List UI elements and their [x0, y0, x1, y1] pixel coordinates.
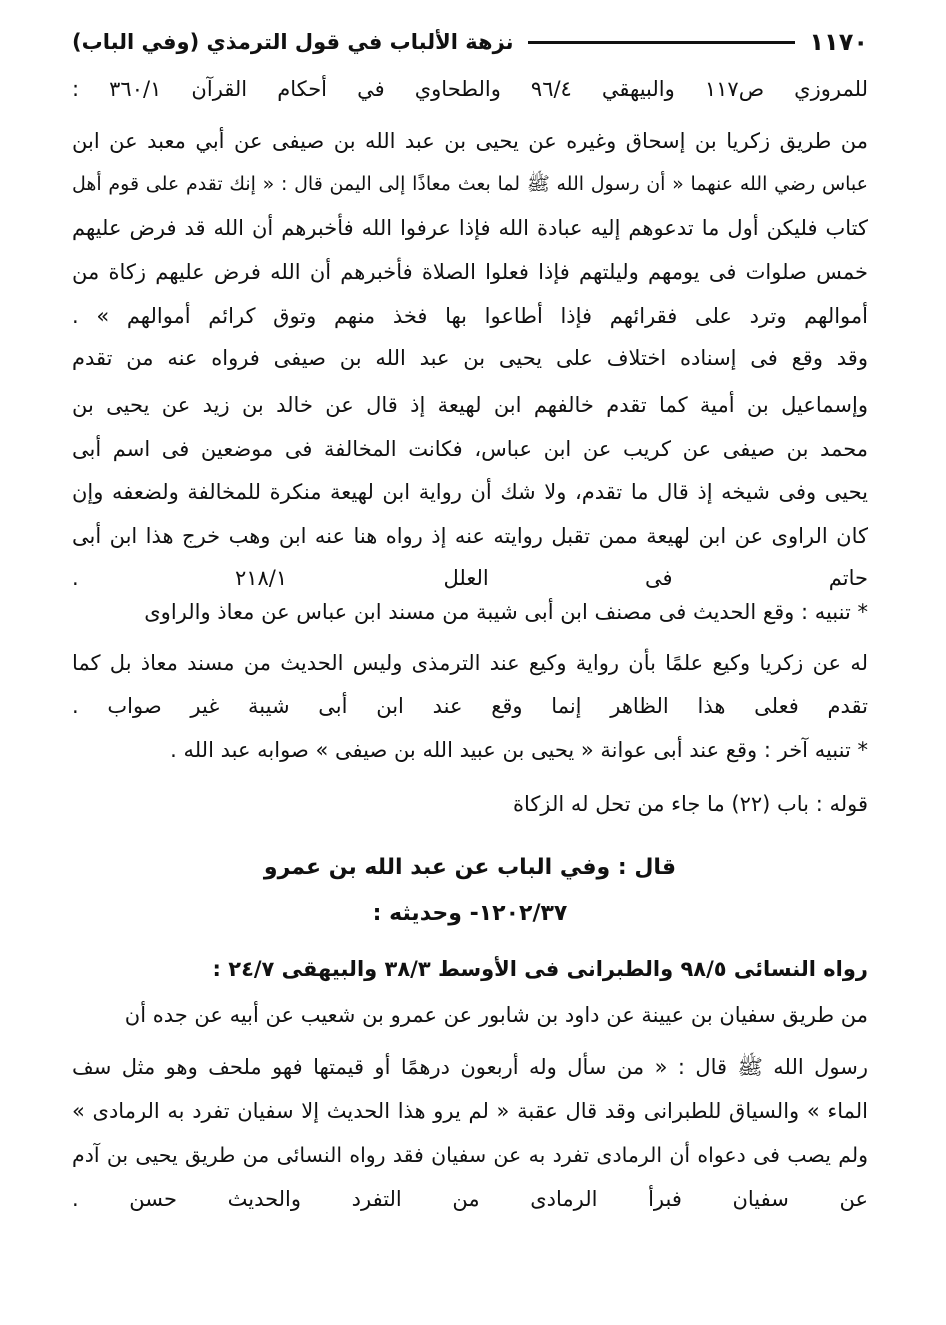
text-line: للمروزي ص١١٧ والبيهقي ٩٦/٤ والطحاوي في أحكام القرآن ٣٦٠/١ :	[72, 77, 868, 101]
note-line: تقدم فعلى هذا الظاهر إنما وقع عند ابن أبى شيبة غير صواب .	[72, 694, 868, 718]
text-line: خمس صلوات فى يومهم وليلتهم فإذا فعلوا الصلاة فأخبرهم أن الله فرض عليهم زكاة من	[72, 260, 868, 284]
text-line: رسول الله ﷺ قال : « من سأل وله أربعون درهمًا أو قيمتها فهو ملحف وهو مثل سف	[72, 1055, 868, 1079]
note-line: قوله : باب (٢٢) ما جاء من تحل له الزكاة	[513, 792, 868, 816]
page-number: ١١٧٠	[809, 28, 868, 56]
chapter-heading: قال : وفي الباب عن عبد الله بن عمرو	[263, 855, 677, 880]
note-line: * تنبيه آخر : وقع عند أبى عوانة « يحيى بن عبيد الله بن صيفى » صوابه عبد الله .	[170, 738, 868, 762]
text-line: أموالهم وترد على فقرائهم فإذا أطاعوا بها فخذ منهم وتوق كرائم أموالهم » .	[72, 304, 868, 328]
running-title: نزهة الألباب في قول الترمذي (وفي الباب)	[72, 30, 514, 54]
text-line	[72, 1230, 868, 1272]
text-line: يحيى وفى شيخه إذ قال ما تقدم، ولا شك أن رواية ابن لهيعة منكرة للمخالفة ولضعفه وإن	[72, 480, 868, 504]
text-line: حاتم فى العلل ٢١٨/١ .	[72, 566, 868, 590]
chapter-subheading: ١٢٠٢/٣٧- وحديثه :	[372, 901, 568, 926]
text-line: وقد وقع فى إسناده اختلاف على يحيى بن عبد الله بن صيفى فرواه عنه من تقدم	[72, 346, 868, 370]
text-line: كتاب فليكن أول ما تدعوهم إليه عبادة الله فإذا عرفوا الله فأخبرهم أن الله قد فرض عليهم	[72, 216, 868, 240]
text-line: محمد بن صيفى عن كريب عن ابن عباس، فكانت المخالفة فى موضعين فى اسم أبى	[72, 437, 868, 461]
text-line: كان الراوى عن ابن لهيعة ممن تقبل روايته عنه إذ رواه هنا عنه ابن وهب خرج هذا ابن أبى	[72, 524, 868, 548]
text-line: من طريق زكريا بن إسحاق وغيره عن يحيى بن عبد الله بن صيفى عن أبي معبد عن ابن	[72, 129, 868, 153]
text-line: من طريق سفيان بن عيينة عن داود بن شابور عن عمرو بن شعيب عن أبيه عن جده أن	[124, 1003, 868, 1027]
note-line: له عن زكريا وكيع علمًا بأن رواية وكيع عند الترمذى وليس الحديث من مسند معاذ بل كما	[72, 651, 868, 675]
hadith-number: رواه النسائى ٩٨/٥ والطبرانى فى الأوسط ٣٨/٣ والبيهقى ٢٤/٧ :	[212, 957, 868, 981]
text-line: ولم يصب فى دعواه أن الرمادى تفرد به عن سفيان فقد رواه النسائى من طريق يحيى بن آدم	[72, 1143, 868, 1167]
page-header	[72, 22, 868, 62]
header-rule	[528, 41, 796, 44]
text-line: * تنبيه : وقع الحديث فى مصنف ابن أبى شيبة من مسند ابن عباس عن معاذ والراوى	[144, 600, 868, 624]
text-line: الماء » والسياق للطبرانى وقد قال عقبة « لم يرو هذا الحديث إلا سفيان تفرد به الرمادى »	[72, 1099, 868, 1123]
text-line: عباس رضي الله عنهما « أن رسول الله ﷺ لما بعث معاذًا إلى اليمن قال : « إنك تقدم على قوم أهل	[72, 173, 868, 195]
text-line: عن سفيان فبرأ الرمادى من التفرد والحديث حسن .	[72, 1187, 868, 1211]
text-line: وإسماعيل بن أمية كما تقدم خالفهم ابن لهيعة إذ قال عن خالد بن زيد عن يحيى بن	[72, 393, 868, 417]
